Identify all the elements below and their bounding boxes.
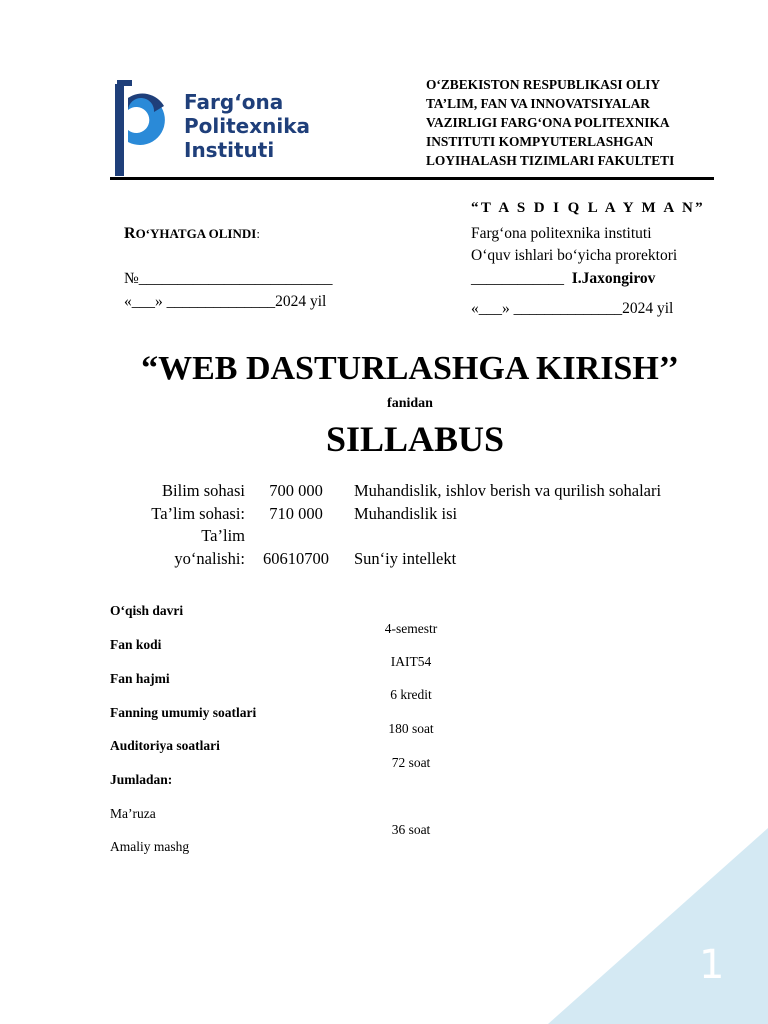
field-value: Muhandislik isi bbox=[354, 503, 458, 523]
registered-number: №_________________________ bbox=[124, 270, 333, 287]
signature-blank: ____________ bbox=[471, 270, 564, 287]
logo-wordmark bbox=[184, 90, 310, 162]
approval-position: O‘quv ishlari bo‘yicha prorektori bbox=[471, 247, 678, 264]
approval-institute: Farg‘ona politexnika instituti bbox=[471, 225, 652, 242]
registered-title-rest: O‘YHATGA OLINDI bbox=[135, 226, 257, 241]
value-auditorium-hours: 72 soat bbox=[391, 755, 431, 770]
registered-title bbox=[124, 225, 260, 243]
approval-title: “T A S D I Q L A Y M A N” bbox=[471, 200, 706, 216]
field-code: 60610700 bbox=[263, 548, 329, 568]
field-label-line-2: yo‘nalishi: bbox=[174, 548, 245, 568]
field-value: Muhandislik, ishlov berish va qurilish sohalari bbox=[354, 481, 662, 500]
field-label: Bilim sohasi bbox=[162, 481, 245, 500]
registered-colon: : bbox=[256, 226, 260, 241]
registered-first-letter: R bbox=[124, 225, 136, 242]
logo-line-2: Politexnika bbox=[184, 114, 311, 138]
label-practice: Amaliy mashg bbox=[110, 839, 190, 854]
page-number: 1 bbox=[699, 942, 725, 988]
ministry-header bbox=[426, 75, 726, 170]
label-including: Jumladan: bbox=[110, 772, 173, 787]
field-code: 700 000 bbox=[269, 481, 323, 500]
value-lecture-practice: 36 soat bbox=[391, 822, 431, 837]
label-course-code: Fan kodi bbox=[110, 637, 162, 652]
ministry-line: TA’LIM, FAN VA INNOVATSIYALAR bbox=[426, 96, 650, 111]
ministry-line: VAZIRLIGI FARG‘ONA POLITEXNIKA bbox=[426, 115, 670, 130]
field-label: Ta’lim sohasi: bbox=[151, 503, 245, 523]
value-course-volume: 6 kredit bbox=[390, 687, 432, 702]
ministry-line: LOYIHALASH TIZIMLARI FAKULTETI bbox=[426, 153, 675, 168]
value-total-hours: 180 soat bbox=[388, 721, 434, 736]
field-row bbox=[120, 525, 720, 548]
label-auditorium-hours: Auditoriya soatlari bbox=[110, 738, 220, 753]
logo-line-3: Instituti bbox=[184, 138, 275, 162]
course-title: “WEB DASTURLASHGA KIRISH’’ bbox=[141, 350, 679, 387]
signer-name: I.Jaxongirov bbox=[571, 270, 656, 287]
label-total-hours: Fanning umumiy soatlari bbox=[110, 705, 257, 720]
corner-decoration bbox=[548, 828, 768, 1024]
label-lecture: Ma’ruza bbox=[110, 806, 156, 821]
field-code: 710 000 bbox=[269, 503, 323, 523]
field-label-line-1: Ta’lim bbox=[201, 526, 245, 545]
approval-signature bbox=[471, 270, 655, 288]
ministry-line: INSTITUTI KOMPYUTERLASHGAN bbox=[426, 134, 654, 149]
label-period: O‘qish davri bbox=[110, 603, 184, 618]
label-course-volume: Fan hajmi bbox=[110, 671, 170, 686]
field-table bbox=[120, 480, 720, 570]
field-row bbox=[120, 480, 720, 503]
field-row bbox=[120, 503, 720, 526]
logo-mark-icon bbox=[112, 76, 182, 180]
logo-line-1: Farg‘ona bbox=[184, 90, 284, 114]
document-heading: SILLABUS bbox=[325, 419, 505, 459]
value-period: 4-semestr bbox=[384, 621, 438, 636]
header-divider bbox=[110, 177, 714, 180]
field-value: Sun‘iy intellekt bbox=[354, 548, 457, 568]
value-course-code: IAIT54 bbox=[390, 654, 432, 669]
course-subtitle: fanidan bbox=[387, 396, 433, 411]
field-row bbox=[120, 548, 720, 571]
registered-date: «___» ______________2024 yil bbox=[124, 293, 327, 310]
ministry-line: O‘ZBEKISTON RESPUBLIKASI OLIY bbox=[426, 77, 661, 92]
approval-date: «___» ______________2024 yil bbox=[471, 300, 674, 317]
